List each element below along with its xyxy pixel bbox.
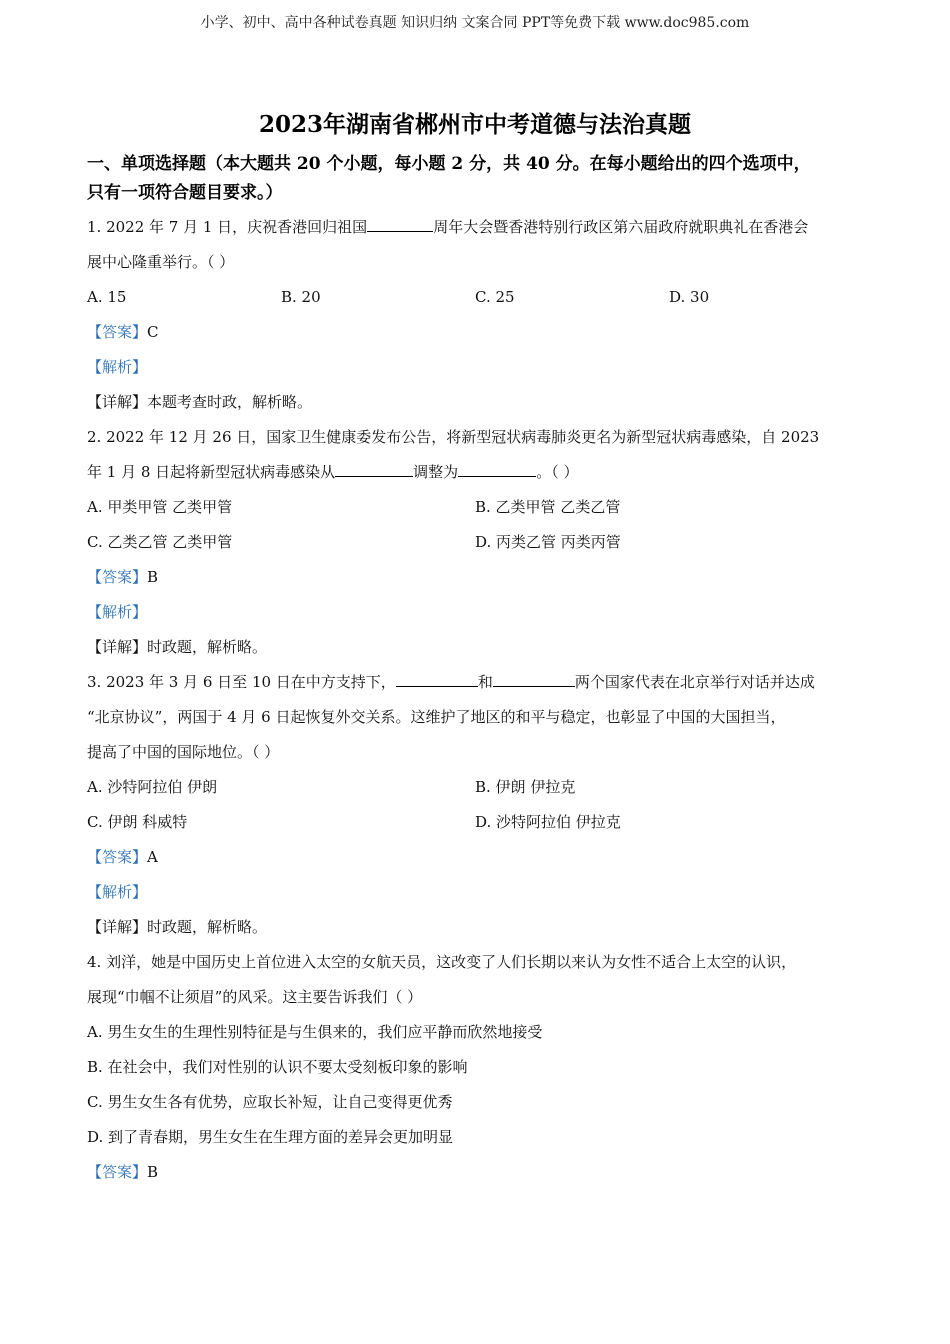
question-4-stem: 4. 刘洋，她是中国历史上首位进入太空的女航天员，这改变了人们长期以来认为女性不适合上太空的认识， [87, 953, 797, 971]
option-d: D. 沙特阿拉伯 伊拉克 [475, 813, 621, 831]
question-1-options [87, 280, 863, 315]
question-3-stem-part: 和 [477, 673, 493, 691]
option-c: C. 25 [475, 288, 515, 306]
option-b: B. 乙类甲管 乙类乙管 [475, 498, 621, 516]
analysis-label: 【解析】 [87, 358, 148, 376]
option-c: C. 伊朗 科威特 [87, 813, 188, 831]
answer-blank [458, 460, 536, 477]
document-title: 2023年湖南省郴州市中考道德与法治真题 [258, 111, 691, 138]
option-b: B. 伊朗 伊拉克 [475, 778, 576, 796]
question-1-analysis [87, 350, 863, 385]
answer-value: C [147, 323, 159, 341]
page-header: 小学、初中、高中各种试卷真题 知识归纳 文案合同 PPT等免费下载 www.doc985.com [200, 15, 750, 31]
answer-label: 【答案】 [87, 848, 148, 866]
answer-value: B [147, 568, 159, 586]
section-heading-line-2: 只有一项符合题目要求。） [87, 183, 283, 203]
detail-label: 【详解】 [87, 918, 148, 936]
answer-blank [367, 215, 433, 232]
question-2-options [87, 490, 863, 560]
option-b: B. 在社会中，我们对性别的认识不要太受刻板印象的影响 [87, 1058, 468, 1076]
question-1-stem-line-2: 展中心隆重举行。（ ） [87, 253, 235, 271]
answer-label: 【答案】 [87, 323, 148, 341]
section-heading-line-1: 一、单项选择题（本大题共 20 个小题，每小题 2 分，共 40 分。在每小题给出的四个选项中， [87, 154, 811, 174]
question-2-stem-part: 。（ ） [536, 463, 579, 481]
answer-label: 【答案】 [87, 568, 148, 586]
question-2-detail [87, 630, 863, 665]
question-3-answer [87, 840, 863, 875]
question-1-stem-part: 周年大会暨香港特别行政区第六届政府就职典礼在香港会 [433, 218, 809, 236]
answer-value: A [147, 848, 158, 866]
option-a: A. 15 [87, 288, 127, 306]
option-d: D. 30 [669, 288, 710, 306]
question-3-stem-line-3: 提高了中国的国际地位。（ ） [87, 743, 280, 761]
question-3-options [87, 770, 863, 840]
question-3-stem [87, 665, 863, 700]
option-d: D. 到了青春期，男生女生在生理方面的差异会更加明显 [87, 1128, 454, 1146]
question-2-answer [87, 560, 863, 595]
question-3-stem-line-2: “北京协议”，两国于 4 月 6 日起恢复外交关系。这维护了地区的和平与稳定，也彰显了中国的大国担当， [87, 708, 786, 726]
question-3-stem-part: 3. 2023 年 3 月 6 日至 10 日在中方支持下， [87, 673, 396, 691]
question-1-stem [87, 210, 863, 245]
question-2-stem-part: 调整为 [413, 463, 459, 481]
question-1-answer [87, 315, 863, 350]
option-d: D. 丙类乙管 丙类丙管 [475, 533, 621, 551]
answer-blank [335, 460, 413, 477]
detail-label: 【详解】 [87, 638, 148, 656]
detail-text: 时政题，解析略。 [147, 918, 268, 936]
question-2 [87, 420, 863, 665]
question-4-options [87, 1015, 863, 1155]
answer-blank [493, 670, 575, 687]
analysis-label: 【解析】 [87, 603, 148, 621]
question-4 [87, 945, 863, 1190]
question-2-stem-line-2 [87, 455, 863, 490]
question-3 [87, 665, 863, 945]
question-1-stem-part: 1. 2022 年 7 月 1 日，庆祝香港回归祖国 [87, 218, 368, 236]
question-4-stem-line-2: 展现“巾帼不让须眉”的风采。这主要告诉我们（ ） [87, 988, 423, 1006]
question-1-detail [87, 385, 863, 420]
option-a: A. 甲类甲管 乙类甲管 [87, 498, 233, 516]
answer-value: B [147, 1163, 159, 1181]
option-b: B. 20 [281, 288, 321, 306]
question-4-answer [87, 1155, 863, 1190]
answer-blank [396, 670, 478, 687]
detail-text: 本题考查时政，解析略。 [147, 393, 313, 411]
analysis-label: 【解析】 [87, 883, 148, 901]
option-c: C. 乙类乙管 乙类甲管 [87, 533, 233, 551]
question-3-analysis [87, 875, 863, 910]
detail-label: 【详解】 [87, 393, 148, 411]
question-2-stem-part: 年 1 月 8 日起将新型冠状病毒感染从 [87, 463, 336, 481]
question-1 [87, 210, 863, 420]
document-body [87, 150, 863, 1190]
section-heading [87, 150, 863, 208]
option-a: A. 男生女生的生理性别特征是与生俱来的，我们应平静而欣然地接受 [87, 1023, 543, 1041]
question-2-stem: 2. 2022 年 12 月 26 日，国家卫生健康委发布公告，将新型冠状病毒肺炎更名为新型冠状病毒感染，自 2023 [87, 428, 820, 446]
question-3-detail [87, 910, 863, 945]
question-3-stem-part: 两个国家代表在北京举行对话并达成 [574, 673, 815, 691]
answer-label: 【答案】 [87, 1163, 148, 1181]
option-c: C. 男生女生各有优势，应取长补短，让自己变得更优秀 [87, 1093, 453, 1111]
option-a: A. 沙特阿拉伯 伊朗 [87, 778, 218, 796]
detail-text: 时政题，解析略。 [147, 638, 268, 656]
question-2-analysis [87, 595, 863, 630]
